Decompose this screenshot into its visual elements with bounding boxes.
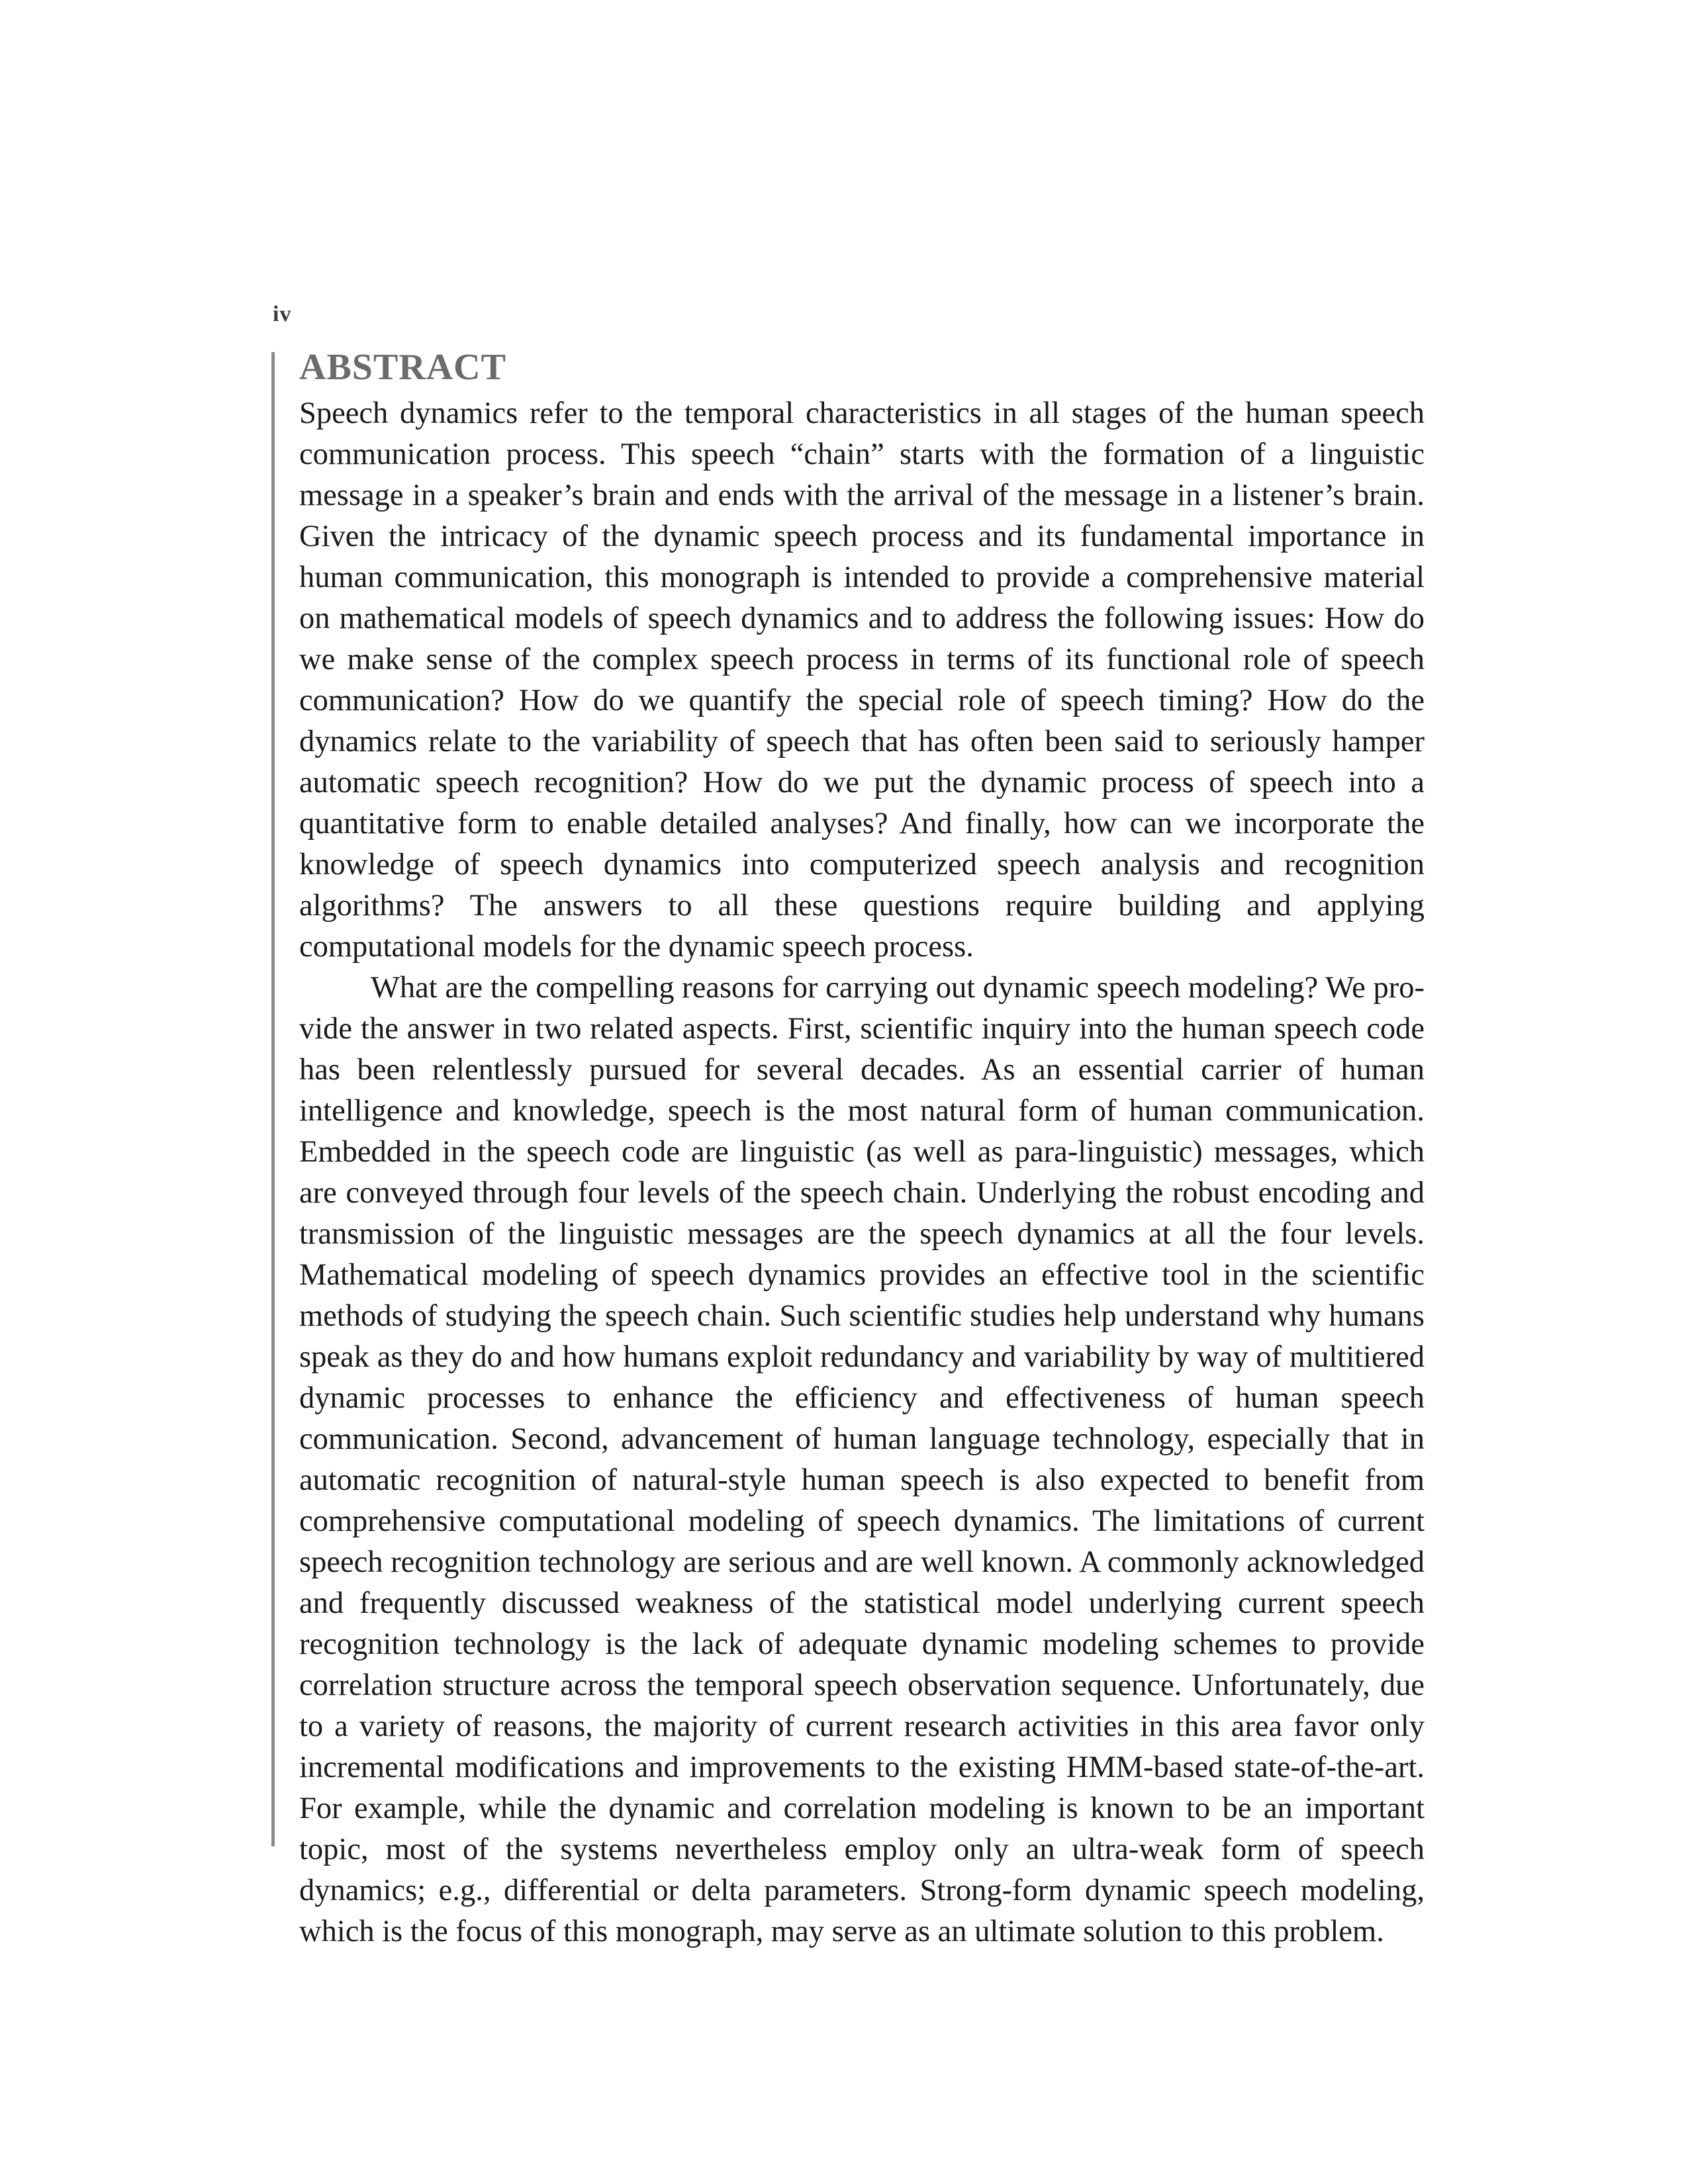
abstract-paragraph-1: Speech dynamics refer to the temporal characteristics in all stages of the human speech communication process. This speech “chain” starts with the formation of a linguistic message in a speaker’s brain and ends with the arrival of the message in a listener’s brain. Given the intricacy of the dynamic speech process and its fundamental importance in human communication, this monograph is intended to provide a comprehensive material on mathematical models of speech dynamics and to address the following issues: How do we make sense of the complex speech process in terms of its functional role of speech communication? How do we quantify the special role of speech timing? How do the dynamics relate to the variability of speech that has often been said to seriously hamper automatic speech recognition? How do we put the dynamic process of speech into a quantitative form to enable detailed analyses? And finally, how can we incorporate the knowledge of speech dynamics into computerized speech analysis and recognition algorithms? The answers to all these questions require building and applying computational models for the dynamic speech process. bbox=[299, 396, 1425, 964]
abstract-heading: ABSTRACT bbox=[299, 347, 506, 388]
abstract-paragraph-2: What are the compelling reasons for carrying out dynamic speech modeling? We provide the answer in two related aspects. First, scientific inquiry into the human speech code has been relentlessly pursued for several decades. As an essential carrier of human intelligence and knowledge, speech is the most natural form of human communication. Embedded in the speech code are linguistic (as well as para-linguistic) messages, which are conveyed through four levels of the speech chain. Underlying the robust encoding and transmission of the linguistic messages are the speech dynamics at all the four levels. Mathematical modeling of speech dynamics provides an effective tool in the scientific methods of studying the speech chain. Such scientific studies help understand why humans speak as they do and how humans exploit redundancy and variability by way of multitiered dynamic processes to enhance the efficiency and effectiveness of human speech communication. Second, advancement of human language technology, especially that in automatic recognition of natural-style human speech is also expected to benefit from comprehensive computational modeling of speech dynamics. The limitations of current speech recognition technology are serious and are well known. A commonly acknowledged and frequently discussed weakness of the statistical model underlying current speech recognition technology is the lack of adequate dynamic modeling schemes to provide correlation structure across the temporal speech observation sequence. Unfortunately, due to a variety of reasons, the majority of current research activities in this area favor only incremental modifications and improvements to the existing HMM-based state-of-the-art. For example, while the dynamic and correlation modeling is known to be an important topic, most of the systems nevertheless employ only an ultra-weak form of speech dynamics; e.g., differential or delta parameters. Strong-form dynamic speech modeling, which is the focus of this monograph, may serve as an ultimate solution to this problem. bbox=[299, 971, 1425, 1948]
margin-rule bbox=[271, 352, 275, 1846]
page-number: iv bbox=[273, 302, 292, 326]
abstract-section bbox=[299, 341, 1425, 1952]
